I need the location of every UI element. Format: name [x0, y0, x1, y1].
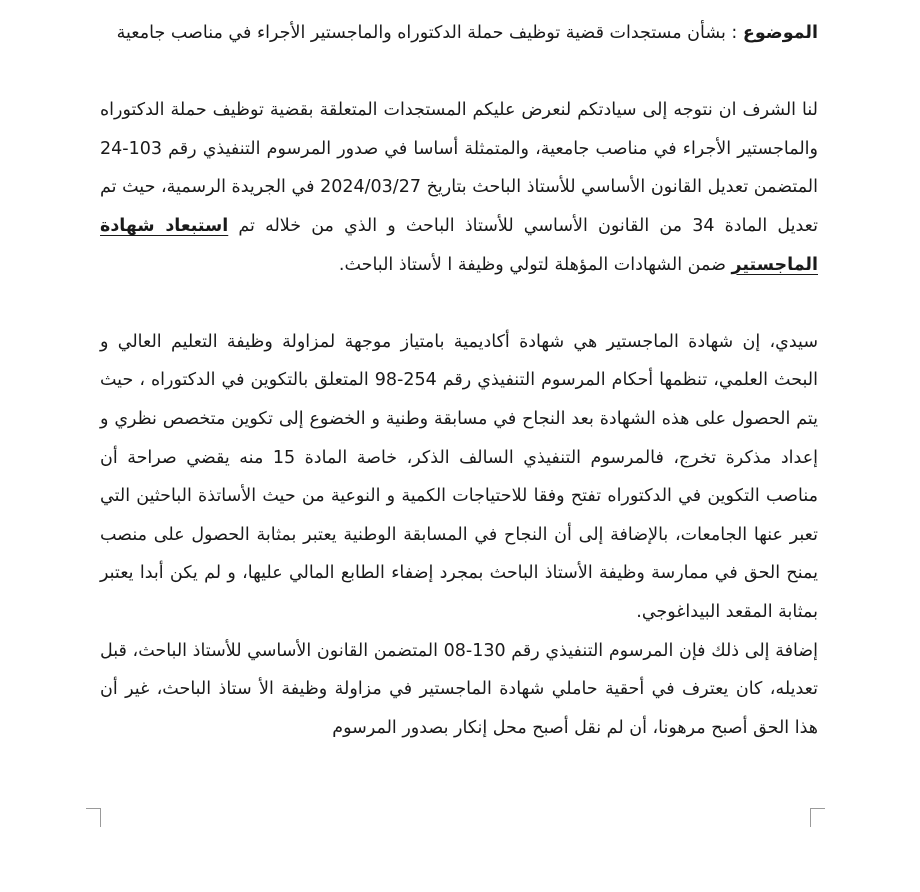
page-margin-corner-left	[86, 808, 101, 827]
subject-line	[100, 14, 818, 53]
intro-text-3: في الجريدة الرسمية، حيث تم تعديل المادة	[100, 177, 818, 236]
statute-text-2: المتضمن القانون الأساسي للأستاذ الباحث، قبل تعديله، كان يعترف في أحقية حاملي شهادة الماجستير في مزاولة وظيفة الأ ستاذ الباحث، غير أن هذا الحق أصبح مرهونا، أن لم نقل أصبح محل إنكار بصدور المرسوم	[100, 640, 818, 738]
master-text-1: سيدي، إن شهادة الماجستير هي شهادة أكاديمية بامتياز موجهة لمزاولة وظيفة التعليم العالي و البحث العلمي، تنظمها أحكام المرسوم التنفيذي رقم	[100, 331, 818, 391]
subject-separator: :	[725, 23, 743, 43]
decree-number-08-130: 08-130	[443, 640, 506, 661]
intro-text-2: المتضمن تعديل القانون الأساسي للأستاذ الباحث بتاريخ	[420, 177, 819, 198]
master-degree-paragraph	[100, 323, 818, 632]
paragraph-spacer	[100, 284, 818, 323]
document-page	[100, 14, 818, 747]
statute-text-1: إضافة إلى ذلك فإن المرسوم التنفيذي رقم	[505, 640, 818, 661]
master-text-3: منه يقضي صراحة أن مناصب التكوين في الدكتوراه تفتح وفقا للاحتياجات الكمية و النوعية من حيث الأساتذة الباحثين التي تعبر عنها الجامعات، بالإضافة إلى أن النجاح في المسابقة الوطنية يعتبر بمثابة الحصول على منصب يمنح الحق في ممارسة وظيفة الأستاذ الباحث بمجرد إضفاء الطابع المالي عليها، و لم يكن أبدا يعتبر بمثابة المقعد البيداغوجي.	[100, 447, 818, 622]
statute-paragraph	[100, 632, 818, 748]
page-margin-corner-right	[810, 808, 825, 827]
article-number-15: 15	[272, 447, 296, 468]
paragraph-spacer	[100, 53, 818, 92]
emphasized-phrase: استبعاد شهادة الماجستير	[100, 215, 818, 275]
subject-text: بشأن مستجدات قضية توظيف حملة الدكتوراه والماجستير الأجراء في مناصب جامعية	[116, 23, 726, 43]
intro-text-5: ضمن الشهادات المؤهلة لتولي وظيفة ا لأستاذ الباحث.	[338, 254, 732, 275]
decree-number-24-103: 24-103	[100, 138, 162, 159]
decree-number-98-254: 98-254	[374, 370, 437, 391]
intro-text-1: لنا الشرف ان نتوجه إلى سيادتكم لنعرض عليكم المستجدات المتعلقة بقضية توظيف حملة الدكتوراه والماجستير الأجراء في مناصب جامعية، والمتمثلة أساسا في صدور المرسوم التنفيذي رقم	[100, 100, 818, 159]
intro-text-4: من القانون الأساسي للأستاذ الباحث و الذي من خلاله تم	[228, 215, 693, 236]
subject-label: الموضوع	[742, 23, 818, 43]
intro-paragraph	[100, 91, 818, 284]
master-text-2: المتعلق بالتكوين في الدكتوراه ، حيث يتم الحصول على هذه الشهادة بعد النجاح في مسابقة وطنية و الخضوع إلى تكوين متخصص نظري و إعداد مذكرة تخرج، فالمرسوم التنفيذي السالف الذكر، خاصة المادة	[100, 370, 818, 468]
publication-date: 2024/03/27	[320, 177, 421, 198]
article-number-34: 34	[692, 215, 715, 236]
